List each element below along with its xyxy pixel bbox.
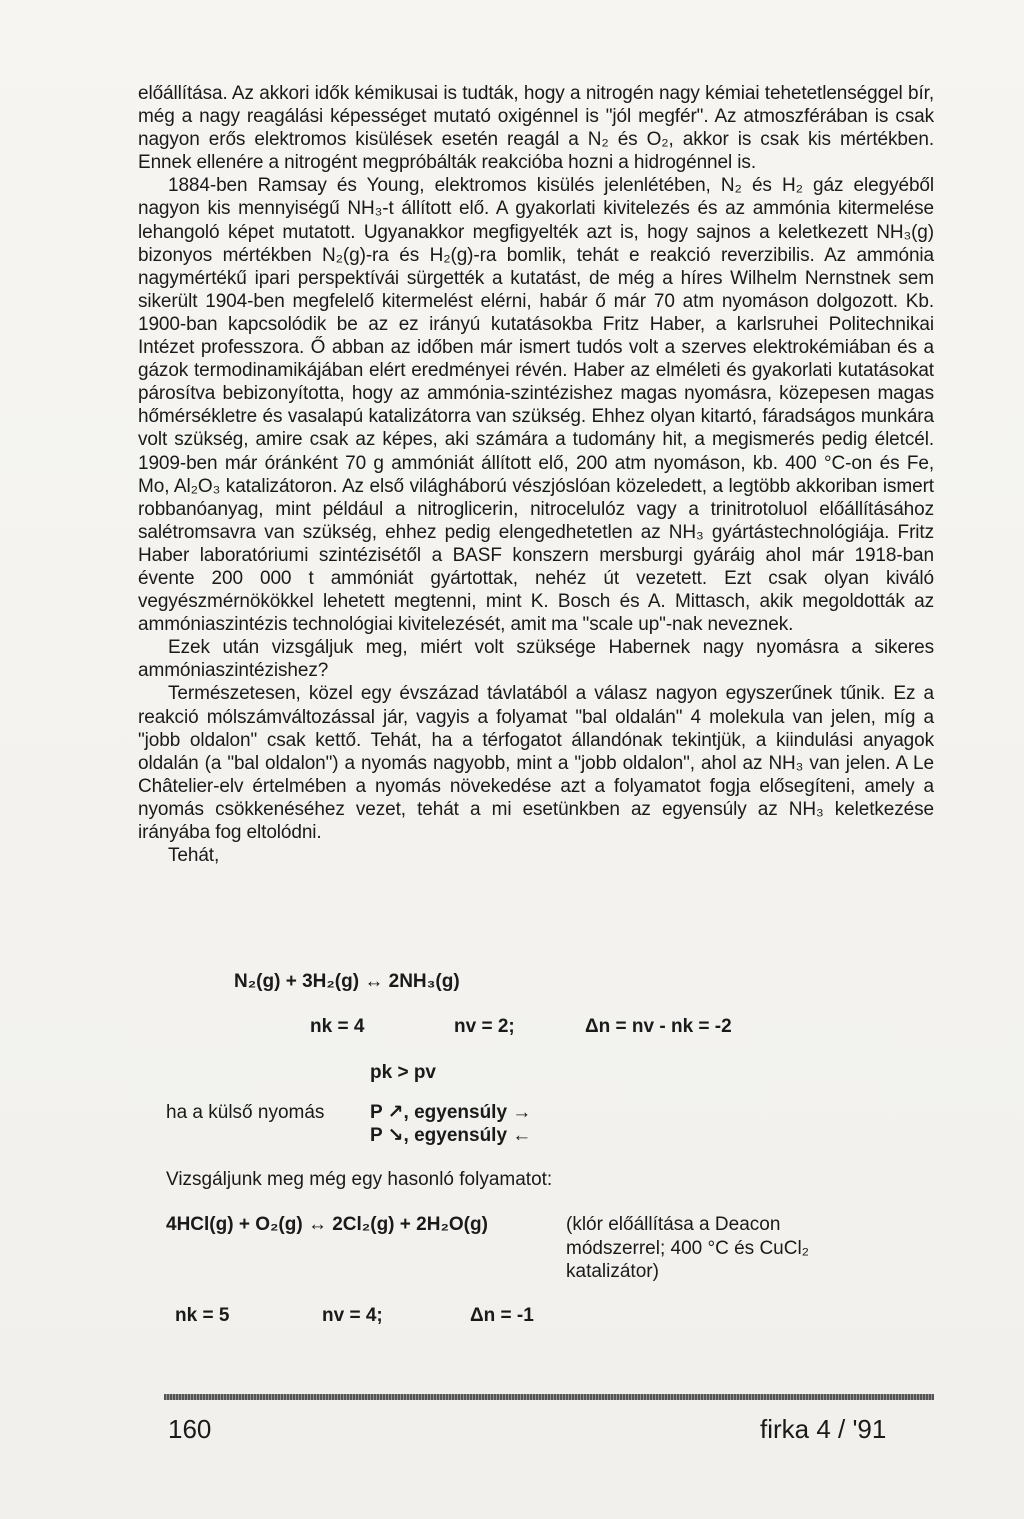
eq2-delta-n: Δn = -1 xyxy=(470,1305,534,1326)
footer-rule xyxy=(164,1394,934,1400)
deacon-equation: 4HCl(g) + O₂(g) ↔ 2Cl₂(g) + 2H₂O(g) xyxy=(166,1214,488,1235)
eq2-nv: nv = 4; xyxy=(322,1305,383,1326)
pressure-decrease-line: P ↘, egyensúly ← xyxy=(370,1125,532,1146)
second-example-intro: Vizsgáljunk meg még egy hasonló folyamatot: xyxy=(166,1169,553,1190)
external-pressure-label: ha a külső nyomás xyxy=(166,1102,325,1123)
eq1-nv: nv = 2; xyxy=(454,1016,515,1037)
eq1-nk: nk = 4 xyxy=(310,1016,365,1037)
paragraph-2: 1884-ben Ramsay és Young, elektromos kisülés jelenlétében, N₂ és H₂ gáz elegyéből nagyon kis mennyiségű NH₃-t állított elő. A gyakorlati kivitelezés és az ammónia kitermelése lehangoló képet mutatott. Ugyanakkor megfigyelték azt is, hogy sajnos a keletkezett NH₃(g) bizonyos mértékben N₂(g)-ra és H₂(g)-ra bomlik, tehát e reakció reverzibilis. Az ammónia nagymértékű ipari perspektívái sürgették a kutatást, de még a híres Wilhelm Nernstnek sem sikerült 1904-ben megfelelő kitermelést elérni, habár ő már 70 atm nyomáson dolgozott. Kb. 1900-ban kapcsolódik be az ez irányú kutatásokba Fritz Haber, a karlsruhei Politechnikai Intézet professzora. Ő abban az időben már ismert tudós volt a szerves elektrokémiában és a gázok termodinamikájában elért eredményei révén. Haber az elméleti és gyakorlati kutatásokat párosítva bebizonyította, hogy az ammónia-szintézishez magas nyomásra, közepesen magas hőmérsékletre és vasalapú katalizátorra van szükség. Ehhez olyan kitartó, fáradságos munkára volt szükség, amire csak az képes, aki számára a tudomány hit, a megismerés pedig életcél. 1909-ben már óránként 70 g ammóniát állított elő, 200 atm nyomáson, kb. 400 °C-on és Fe, Mo, Al₂O₃ katalizátoron. Az első világháború vészjóslóan közeledett, a legtöbb akkoriban ismert robbanóanyag, mint például a nitroglicerin, nitrocelulóz vagy a trinitrotoluol előállításához salétromsavra van szükség, ehhez pedig elengedhetetlen az NH₃ gyártástechnológiája. Fritz Haber laboratóriumi szintézisétől a BASF konszern mersburgi gyáráig ahol már 1918-ban évente 200 000 t ammóniát gyártottak, nehéz út vezetett. Ezt csak olyan kiváló vegyészmérnökökkel lehetett megtenni, mint K. Bosch és A. Mittasch, akik megoldották az ammóniaszintézis technológiai kivitelezését, amit ma "scale up"-nak neveznek. xyxy=(138,175,934,636)
body-text xyxy=(138,82,934,867)
paragraph-5: Tehát, xyxy=(168,845,220,867)
pressure-increase-line: P ↗, egyensúly → xyxy=(370,1102,532,1123)
eq1-delta-n: Δn = nv - nk = -2 xyxy=(585,1016,732,1037)
ammonia-equation: N₂(g) + 3H₂(g) ↔ 2NH₃(g) xyxy=(234,971,460,992)
paragraph-1: előállítása. Az akkori idők kémikusai is tudták, hogy a nitrogén nagy kémiai tehetetlenséggel bír, még a nagy reagálási képességet mutató oxigénnel is "jól megfér". Az atmoszférában is csak nagyon erős elektromos kisülések esetén reagál a N₂ és O₂, akkor is csak kis mértékben. Ennek ellenére a nitrogént megpróbálták reakcióba hozni a hidrogénnel is. xyxy=(138,83,934,174)
paragraph-3: Ezek után vizsgáljuk meg, miért volt szüksége Habernek nagy nyomásra a sikeres ammóniaszintézishez? xyxy=(138,637,934,682)
page-number: 160 xyxy=(168,1414,212,1444)
deacon-note: (klór előállítása a Deacon módszerrel; 400 °C és CuCl₂ katalizátor) xyxy=(566,1214,810,1282)
eq2-nk: nk = 5 xyxy=(175,1305,230,1326)
journal-issue: firka 4 / '91 xyxy=(760,1414,887,1444)
pressure-comparison: pk > pv xyxy=(370,1062,436,1083)
paragraph-4: Természetesen, közel egy évszázad távlatából a válasz nagyon egyszerűnek tűnik. Ez a reakció mólszámváltozással jár, vagyis a folyamat "bal oldalán" 4 molekula van jelen, míg a "jobb oldalon" csak kettő. Tehát, ha a térfogatot állandónak tekintjük, a kiindulási anyagok oldalán (a "bal oldalon") a nyomás nagyobb, mint a "jobb oldalon", ahol az NH₃ van jelen. A Le Châtelier-elv értelmében a nyomás növekedése azt a folyamatot fogja elősegíteni, amely a nyomás csökkenéséhez vezet, tehát a mi esetünkben az egyensúly az NH₃ keletkezése irányába fog eltolódni. xyxy=(138,683,934,843)
